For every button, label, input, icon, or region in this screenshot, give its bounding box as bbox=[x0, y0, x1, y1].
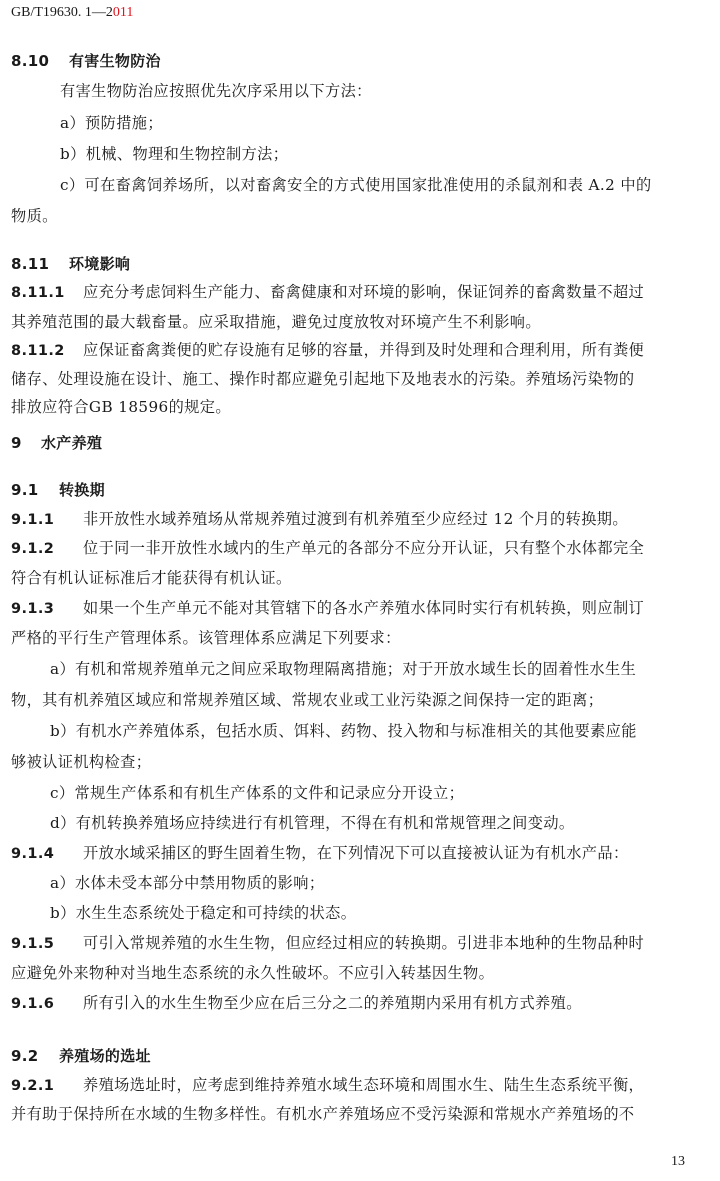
document-id-year-suffix: 011 bbox=[112, 5, 134, 20]
clause-text: 非开放性水域养殖场从常规养殖过渡到有机养殖至少应经过 12 个月的转换期。 bbox=[83, 510, 628, 528]
clause-text: 养殖场选址时，应考虑到维持养殖水域生态环境和周围水生、陆生生态系统平衡， bbox=[83, 1076, 645, 1094]
clause-text-continuation: 并有助于保持所在水域的生物多样性。有机水产养殖场应不受污染源和常规水产养殖场的不 bbox=[11, 1105, 635, 1123]
list-item-d: d）有机转换养殖场应持续进行有机管理，不得在有机和常规管理之间变动。 bbox=[50, 814, 575, 832]
clause-number: 9.2.1 bbox=[11, 1078, 55, 1094]
clause-8-11-2 bbox=[11, 340, 644, 361]
clause-number: 8.11.2 bbox=[11, 343, 65, 359]
list-item-a-continuation: 物，其有机养殖区域应和常规养殖区域、常规农业或工业污染源之间保持一定的距离； bbox=[11, 691, 604, 709]
section-heading-8-11 bbox=[11, 254, 130, 274]
list-item-c: c）可在畜禽饲养场所，以对畜禽安全的方式使用国家批准使用的杀鼠剂和表 A.2 中的 bbox=[60, 176, 652, 194]
clause-number: 8.11.1 bbox=[11, 285, 65, 301]
chapter-title: 水产养殖 bbox=[41, 434, 103, 452]
clause-text-continuation: 严格的平行生产管理体系。该管理体系应满足下列要求： bbox=[11, 629, 401, 647]
clause-text-continuation: 排放应符合GB 18596的规定。 bbox=[11, 398, 231, 416]
chapter-heading-9 bbox=[11, 433, 102, 453]
clause-number: 9.1.3 bbox=[11, 601, 55, 617]
clause-9-1-1 bbox=[11, 509, 628, 530]
list-item-a: a）水体未受本部分中禁用物质的影响； bbox=[50, 874, 325, 892]
clause-9-2-1 bbox=[11, 1075, 644, 1096]
section-heading-9-1 bbox=[11, 480, 105, 500]
clause-number: 9.1.4 bbox=[11, 846, 55, 862]
clause-text: 应保证畜禽粪便的贮存设施有足够的容量，并得到及时处理和合理利用，所有粪便 bbox=[83, 341, 645, 359]
clause-text: 位于同一非开放性水域内的生产单元的各部分不应分开认证，只有整个水体都完全 bbox=[83, 539, 645, 557]
clause-text-continuation: 应避免外来物种对当地生态系统的永久性破坏。不应引入转基因生物。 bbox=[11, 964, 495, 982]
list-item-c: c）常规生产体系和有机生产体系的文件和记录应分开设立； bbox=[50, 784, 465, 802]
list-item-b: b）机械、物理和生物控制方法； bbox=[60, 145, 289, 163]
clause-number: 9.1.6 bbox=[11, 996, 55, 1012]
list-item-c-continuation: 物质。 bbox=[11, 207, 58, 225]
list-item-b: b）有机水产养殖体系，包括水质、饵料、药物、投入物和与标准相关的其他要素应能 bbox=[50, 722, 637, 740]
paragraph: 有害生物防治应按照优先次序采用以下方法： bbox=[60, 82, 372, 100]
section-number: 8.11 bbox=[11, 255, 50, 273]
clause-text-continuation: 储存、处理设施在设计、施工、操作时都应避免引起地下及地表水的污染。养殖场污染物的 bbox=[11, 370, 635, 388]
section-number: 8.10 bbox=[11, 52, 50, 70]
list-item-b: b）水生生态系统处于稳定和可持续的状态。 bbox=[50, 904, 357, 922]
clause-text: 可引入常规养殖的水生生物，但应经过相应的转换期。引进非本地种的生物品种时 bbox=[83, 934, 645, 952]
chapter-number: 9 bbox=[11, 434, 22, 452]
clause-9-1-5 bbox=[11, 933, 644, 954]
clause-text: 如果一个生产单元不能对其管辖下的各水产养殖水体同时实行有机转换，则应制订 bbox=[83, 599, 645, 617]
clause-text-continuation: 其养殖范围的最大载畜量。应采取措施，避免过度放牧对环境产生不利影响。 bbox=[11, 313, 541, 331]
list-item-a: a）预防措施； bbox=[60, 114, 163, 132]
clause-text: 所有引入的水生生物至少应在后三分之二的养殖期内采用有机方式养殖。 bbox=[83, 994, 582, 1012]
clause-8-11-1 bbox=[11, 282, 644, 303]
section-heading-9-2 bbox=[11, 1046, 151, 1066]
section-title: 环境影响 bbox=[69, 255, 131, 273]
clause-number: 9.1.1 bbox=[11, 512, 55, 528]
section-title: 养殖场的选址 bbox=[59, 1047, 151, 1065]
clause-number: 9.1.2 bbox=[11, 541, 55, 557]
clause-text: 开放水域采捕区的野生固着生物，在下列情况下可以直接被认证为有机水产品： bbox=[83, 844, 629, 862]
clause-9-1-4 bbox=[11, 843, 629, 864]
section-heading-8-10 bbox=[11, 51, 161, 71]
section-number: 9.2 bbox=[11, 1047, 39, 1065]
clause-text: 应充分考虑饲料生产能力、畜禽健康和对环境的影响，保证饲养的畜禽数量不超过 bbox=[83, 283, 645, 301]
clause-9-1-2 bbox=[11, 538, 644, 559]
section-title: 有害生物防治 bbox=[69, 52, 161, 70]
section-number: 9.1 bbox=[11, 481, 39, 499]
clause-number: 9.1.5 bbox=[11, 936, 55, 952]
document-id-header bbox=[11, 5, 133, 21]
list-item-a: a）有机和常规养殖单元之间应采取物理隔离措施；对于开放水域生长的固着性水生生 bbox=[50, 660, 637, 678]
list-item-b-continuation: 够被认证机构检查； bbox=[11, 753, 152, 771]
clause-9-1-6 bbox=[11, 993, 582, 1014]
page-number: 13 bbox=[671, 1154, 685, 1169]
document-id-prefix: GB/T19630. 1—2 bbox=[11, 5, 113, 20]
clause-9-1-3 bbox=[11, 598, 644, 619]
section-title: 转换期 bbox=[59, 481, 105, 499]
clause-text-continuation: 符合有机认证标准后才能获得有机认证。 bbox=[11, 569, 292, 587]
